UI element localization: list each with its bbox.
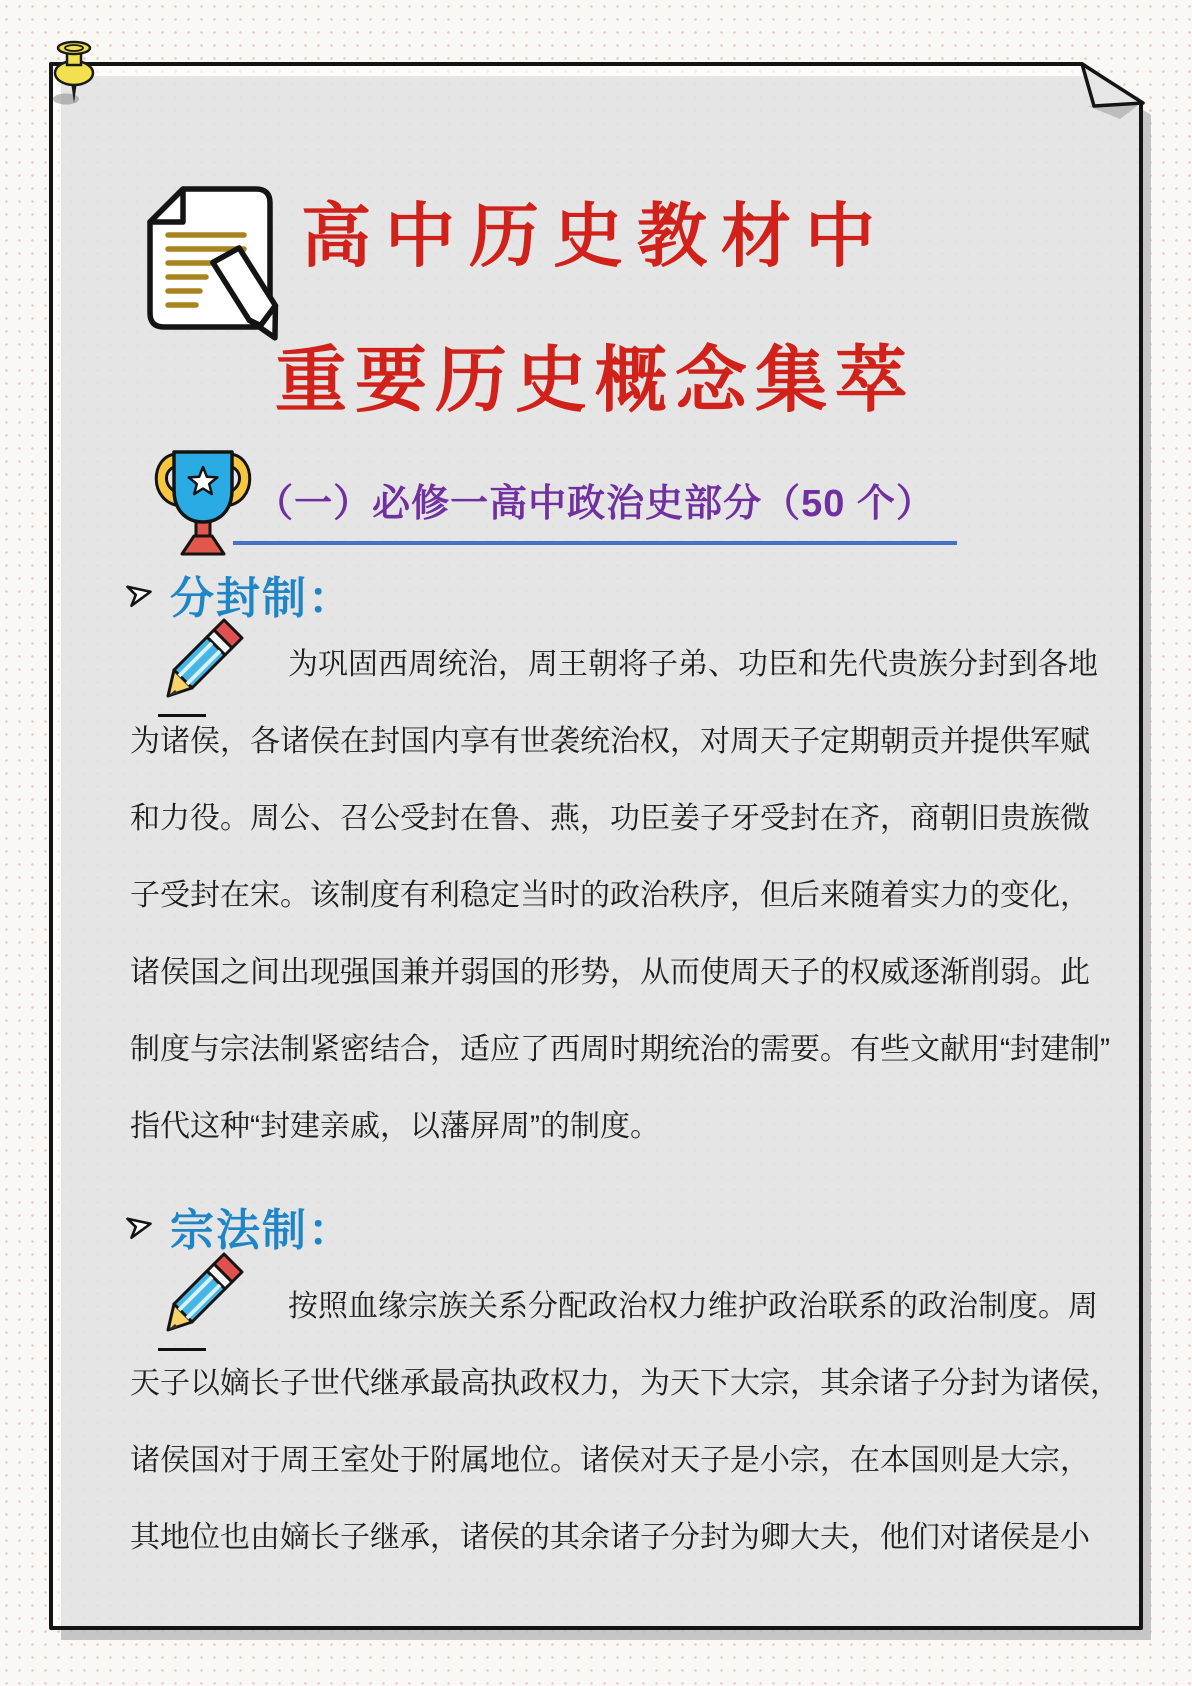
text-line: 制度与宗法制紧密结合，适应了西周时期统治的需要。有些文献用“封建制” (130, 1033, 1110, 1066)
section-heading-label: 分封制： (170, 574, 354, 623)
section-heading-label: 宗法制： (170, 1206, 354, 1255)
section-heading-zongfazhi (126, 1194, 354, 1258)
part-heading: （一）必修一高中政治史部分（50 个） (233, 472, 957, 545)
paragraph-fenfengzhi (130, 626, 1110, 1165)
main-title-line1: 高中历史教材中 (301, 194, 889, 277)
section-heading-fenfengzhi (126, 562, 354, 626)
text-line: 指代这种“封建亲戚，以藩屏周”的制度。 (130, 1110, 660, 1143)
text-line: 诸侯国对于周王室处于附属地位。诸侯对天子是小宗，在本国则是大宗， (130, 1444, 1090, 1477)
pushpin-icon (50, 40, 98, 110)
part-heading-row (47, 472, 1143, 545)
text-line: 和力役。周公、召公受封在鲁、燕，功臣姜子牙受封在齐，商朝旧贵族微 (130, 802, 1090, 835)
text-line: 为诸侯，各诸侯在封国内享有世袭统治权，对周天子定期朝贡并提供军赋 (130, 725, 1090, 758)
arrow-bullet-icon (126, 1212, 154, 1240)
text-line: 按照血缘宗族关系分配政治权力维护政治联系的政治制度。周 (288, 1290, 1098, 1323)
arrow-bullet-icon (126, 580, 154, 608)
text-line: 为巩固西周统治，周王朝将子弟、功臣和先代贵族分封到各地 (288, 648, 1098, 681)
text-line: 诸侯国之间出现强国兼并弱国的形势，从而使周天子的权威逐渐削弱。此 (130, 956, 1090, 989)
text-line: 天子以嫡长子世代继承最高执政权力，为天下大宗，其余诸子分封为诸侯， (130, 1367, 1120, 1400)
text-line: 其地位也由嫡长子继承，诸侯的其余诸子分封为卿大夫，他们对诸侯是小 (130, 1521, 1090, 1554)
main-title-line2: 重要历史概念集萃 (274, 337, 915, 422)
paragraph-zongfazhi (130, 1268, 1120, 1576)
text-line: 子受封在宋。该制度有利稳定当时的政治秩序，但后来随着实力的变化， (130, 879, 1090, 912)
